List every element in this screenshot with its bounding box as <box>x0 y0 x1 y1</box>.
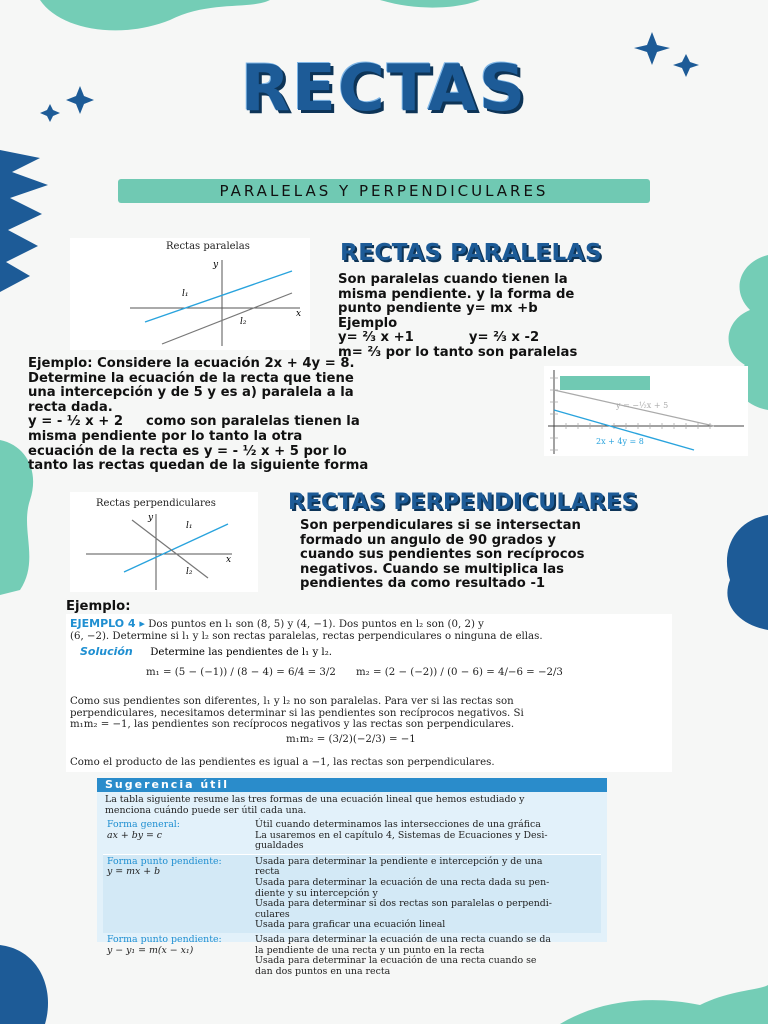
perpendiculares-description <box>300 519 680 592</box>
solucion-text: Determine las pendientes de l₁ y l₂. <box>150 647 333 658</box>
graph-line1-label: y = −½x + 5 <box>616 401 669 410</box>
explanation-line: perpendiculares, necesitamos determinar si las pendientes son recíprocos negativos. Si <box>70 707 524 719</box>
slope-equation-2: m₂ = (2 − (−2)) / (0 − 6) = 4/−6 = −2/3 <box>356 667 563 678</box>
form-equation: ax + by = c <box>107 829 163 841</box>
form-name: Forma punto pendiente: <box>107 855 222 867</box>
perpendicular-lines-figure <box>70 492 258 592</box>
table-row <box>103 818 601 854</box>
text-line: cuando sus pendientes son recíprocos <box>300 547 585 563</box>
parallel-example-graph <box>544 366 748 456</box>
figure-title: Rectas perpendiculares <box>96 498 216 509</box>
hint-heading: Sugerencia útil <box>105 778 229 791</box>
text-line: pendientes da como resultado -1 <box>300 576 546 592</box>
text-line: Ejemplo: Considere la ecuación 2x + 4y = 8. <box>28 356 355 371</box>
axis-y-label: y <box>148 513 154 523</box>
text-line: Ejemplo <box>338 315 398 331</box>
example-4-statement-2: (6, −2). Determine si l₁ y l₂ son rectas paralelas, rectas perpendiculares o ninguna de ellas. <box>70 630 543 642</box>
conclusion-text: Como el producto de las pendientes es igual a −1, las rectas son perpendiculares. <box>70 757 495 768</box>
perpendiculares-heading: RECTAS PERPENDICULARES <box>288 490 638 515</box>
explanation-line: m₁m₂ = −1, las pendientes son recíprocos negativos y las rectas son perpendiculares. <box>70 719 515 730</box>
example-4-panel <box>66 614 672 772</box>
figure-title: Rectas paralelas <box>166 241 250 252</box>
use-line: gualdades <box>255 840 304 852</box>
line-l2-label: l₂ <box>186 567 193 577</box>
use-line: Usada para determinar la ecuación de una recta cuando se da <box>255 933 552 945</box>
paralelas-heading: RECTAS PARALELAS <box>340 240 603 266</box>
parallel-lines-figure <box>70 238 310 350</box>
text-line: recta dada. <box>28 399 113 415</box>
text-line: y= ⅔ x +1 y= ⅔ x -2 <box>338 330 540 346</box>
use-line: dan dos puntos en una recta <box>255 965 391 977</box>
graph-line2-label: 2x + 4y = 8 <box>596 437 644 446</box>
use-line: Usada para determinar la ecuación de una recta cuando se <box>255 955 537 967</box>
slope-equation-1: m₁ = (5 − (−1)) / (8 − 4) = 6/4 = 3/2 <box>146 667 336 678</box>
use-line: Usada para determinar la pendiente e intercepción y de una <box>255 855 543 867</box>
subtitle-banner: PARALELAS Y PERPENDICULARES <box>118 179 650 203</box>
text-line: misma pendiente por lo tanto la otra <box>28 428 303 444</box>
solucion-label: Solución <box>80 645 133 658</box>
text-line: una intercepción y de 5 y es a) paralela a la <box>28 385 354 401</box>
table-row <box>103 933 601 979</box>
text-line: Determine la ecuación de la recta que tiene <box>28 370 354 386</box>
paralelas-example <box>28 357 458 474</box>
text-line: misma pendiente. y la forma de <box>338 286 575 302</box>
ejemplo-label: Ejemplo: <box>66 599 131 614</box>
use-line: Usada para determinar la ecuación de una recta dada su pen- <box>255 876 550 888</box>
hint-intro: menciona cuándo puede ser útil cada una. <box>105 804 307 816</box>
use-line: diente y su intercepción y <box>255 887 378 899</box>
line-l2-label: l₂ <box>240 317 247 327</box>
use-line: culares <box>255 908 290 920</box>
helpful-hint-panel <box>97 778 607 977</box>
text-line: y = - ½ x + 2 como son paralelas tienen la <box>28 414 360 430</box>
text-line: ecuación de la recta es y = - ½ x + 5 por lo <box>28 443 347 459</box>
form-name: Forma punto pendiente: <box>107 933 222 945</box>
form-equation: y − y₁ = m(x − x₁) <box>107 944 194 956</box>
line-l1-label: l₁ <box>186 521 193 531</box>
axis-y-label: y <box>213 260 219 270</box>
text-line: tanto las rectas quedan de la siguiente forma <box>28 458 369 474</box>
use-line: Usada para graficar una ecuación lineal <box>255 919 446 931</box>
text-line: punto pendiente y= mx +b <box>338 301 538 317</box>
page-title: RECTAS <box>240 52 528 126</box>
example-4-heading: EJEMPLO 4 ▸ <box>70 617 145 630</box>
use-line: La usaremos en el capítulo 4, Sistemas de Ecuaciones y Desi- <box>255 829 548 841</box>
use-line: Usada para determinar si dos rectas son paralelas o perpendi- <box>255 898 552 910</box>
use-line: recta <box>255 866 280 878</box>
form-name: Forma general: <box>107 819 180 830</box>
example-4-statement: Dos puntos en l₁ son (8, 5) y (4, −1). Dos puntos en l₂ son (0, 2) y <box>148 619 484 630</box>
axis-x-label: x <box>296 309 302 319</box>
paralelas-description <box>338 273 638 361</box>
text-line: formado un angulo de 90 grados y <box>300 532 556 548</box>
form-equation: y = mx + b <box>107 866 161 878</box>
line-l1-label: l₁ <box>182 289 189 299</box>
explanation-line: Como sus pendientes son diferentes, l₁ y l₂ no son paralelas. Para ver si las rectas son <box>70 696 514 707</box>
text-line: Son paralelas cuando tienen la <box>338 272 568 287</box>
product-equation: m₁m₂ = (3/2)(−2/3) = −1 <box>286 734 416 745</box>
text-line: Son perpendiculares si se intersectan <box>300 518 581 533</box>
axis-x-label: x <box>226 555 232 565</box>
text-line: m= ⅔ por lo tanto son paralelas <box>338 344 578 360</box>
use-line: la pendiente de una recta y un punto en la recta <box>255 944 485 956</box>
use-line: Útil cuando determinamos las intersecciones de una gráfica <box>255 819 541 830</box>
table-row <box>103 854 601 933</box>
hint-intro: La tabla siguiente resume las tres formas de una ecuación lineal que hemos estudiado y <box>105 794 525 805</box>
text-line: negativos. Cuando se multiplica las <box>300 561 564 577</box>
